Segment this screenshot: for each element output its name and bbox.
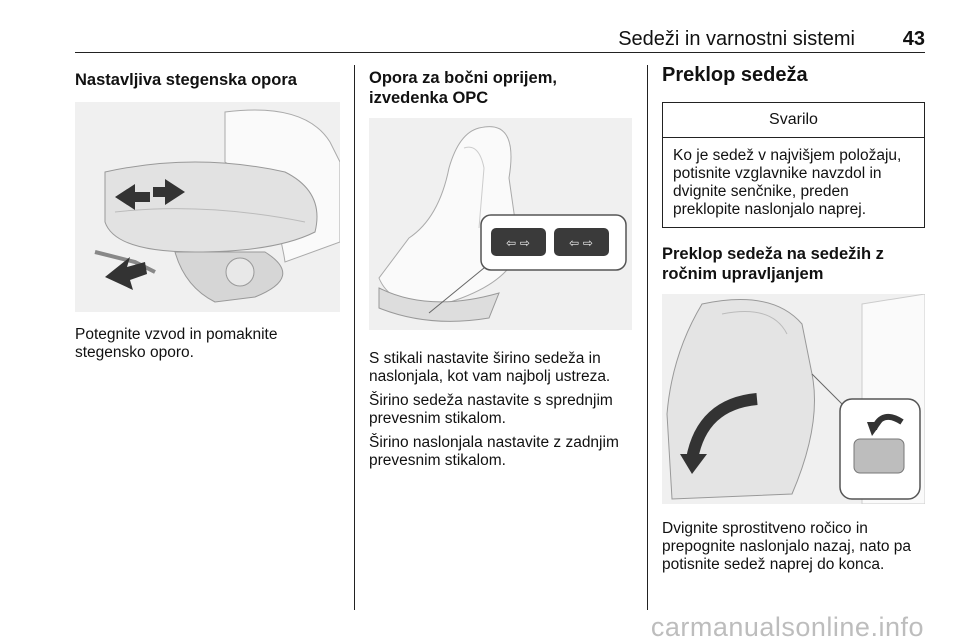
paragraph-line: prevesnim stikalom.: [369, 452, 506, 469]
column-divider-right: [647, 65, 648, 610]
watermark: carmanualsonline.info: [650, 612, 924, 642]
warning-line: dvignite senčnike, preden: [673, 183, 849, 200]
warning-line: potisnite vzglavnike navzdol in: [673, 165, 882, 182]
section-title: Sedeži in varnostni sistemi: [618, 28, 855, 50]
paragraph-line: naslonjala, kot vam najbolj ustreza.: [369, 368, 611, 385]
heading-seat-fold: Preklop sedeža: [662, 64, 808, 86]
paragraph-line: Širino sedeža nastavite s sprednjim: [369, 392, 613, 409]
paragraph-line: Širino naslonjala nastavite z zadnjim: [369, 434, 619, 451]
heading-side-support-line: izvedenka OPC: [369, 89, 489, 107]
caption-line: Potegnite vzvod in pomaknite: [75, 326, 278, 343]
page-header: [75, 24, 925, 53]
warning-title: Svarilo: [663, 103, 924, 138]
column-side-support: [369, 62, 632, 470]
heading-thigh-support: Nastavljiva stegenska opora: [75, 71, 297, 89]
paragraph-line: prevesnim stikalom.: [369, 410, 506, 427]
caption-line: prepognite naslonjalo nazaj, nato pa: [662, 538, 912, 555]
column-thigh-support: [75, 62, 340, 362]
caption-line: stegensko oporo.: [75, 344, 194, 361]
thigh-support-illustration: [75, 102, 340, 312]
caption-line: Dvignite sprostitveno ročico in: [662, 520, 868, 537]
column-divider-left: [354, 65, 355, 610]
seat-fold-illustration: [662, 294, 925, 504]
warning-line: Ko je sedež v najvišjem položaju,: [673, 147, 902, 164]
seat-icon: ⇦ ⇨: [506, 236, 530, 250]
warning-line: preklopite naslonjalo naprej.: [673, 201, 867, 218]
subheading-line: Preklop sedeža na sedežih z: [662, 245, 884, 263]
column-seat-fold: [662, 62, 925, 574]
page-number: 43: [902, 28, 925, 50]
backrest-icon: ⇦ ⇨: [569, 236, 593, 250]
warning-box: [662, 102, 925, 228]
caption-line: potisnite sedež naprej do konca.: [662, 556, 885, 573]
subheading-line: ročnim upravljanjem: [662, 265, 824, 283]
heading-side-support-line: Opora za bočni oprijem,: [369, 69, 557, 87]
paragraph-line: S stikali nastavite širino sedeža in: [369, 350, 601, 367]
opc-seat-illustration: [369, 118, 632, 330]
